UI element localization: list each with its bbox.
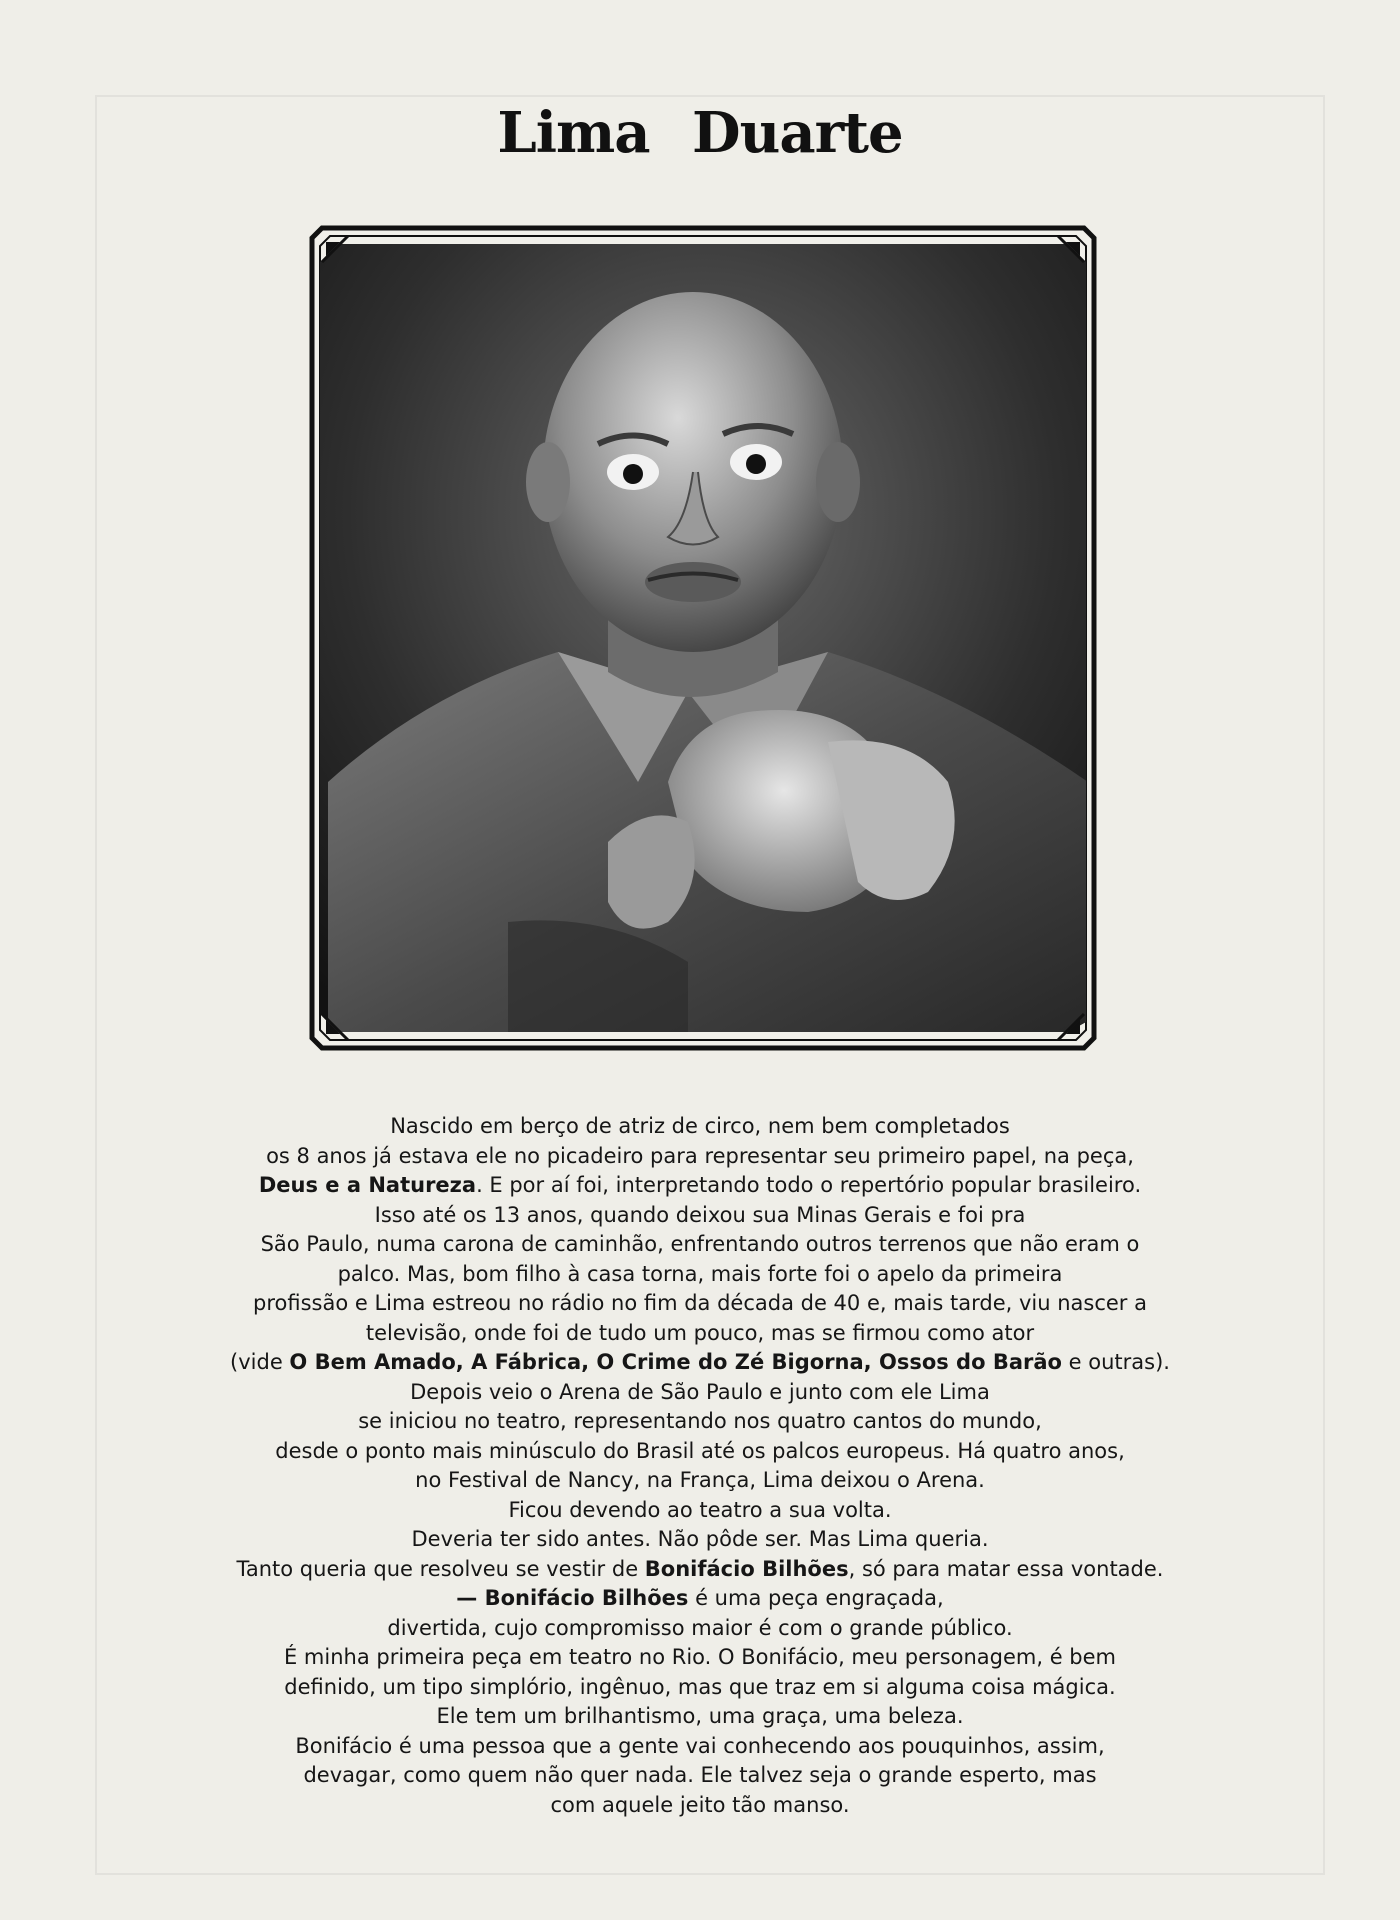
bio-line (140, 1142, 1260, 1172)
bio-emphasis: Bonifácio Bilhões (644, 1556, 849, 1581)
bio-line (140, 1614, 1260, 1644)
bio-text: , só para matar essa vontade. (848, 1556, 1164, 1581)
bio-line (140, 1378, 1260, 1408)
bio-line (140, 1260, 1260, 1290)
bio-text: definido, um tipo simplório, ingênuo, mas que traz em si alguma coisa mágica. (284, 1674, 1116, 1699)
bio-text: é uma peça engraçada, (688, 1586, 944, 1610)
bio-line (140, 1525, 1260, 1555)
bio-text: São Paulo, numa carona de caminhão, enfrentando outros terrenos que não eram o (260, 1232, 1140, 1256)
bio-text: Nascido em berço de atriz de circo, nem bem completados (390, 1114, 1010, 1138)
bio-line (140, 1555, 1260, 1585)
bio-text: Depois veio o Arena de São Paulo e junto com ele Lima (410, 1379, 990, 1404)
bio-emphasis: — Bonifácio Bilhões (456, 1586, 689, 1610)
portrait-frame (308, 222, 1098, 1052)
bio-line (140, 1466, 1260, 1496)
bio-text: palco. Mas, bom filho à casa torna, mais forte foi o apelo da primeira (337, 1261, 1063, 1286)
bio-line (140, 1437, 1260, 1467)
bio-line (140, 1673, 1260, 1703)
bio-text: (vide (230, 1350, 290, 1374)
bio-line (140, 1171, 1260, 1201)
bio-text: Ele tem um brilhantismo, uma graça, uma beleza. (436, 1704, 964, 1728)
bio-line (140, 1643, 1260, 1673)
bio-text: Bonifácio é uma pessoa que a gente vai conhecendo aos pouquinhos, assim, (295, 1733, 1105, 1758)
biography-text (140, 1112, 1260, 1820)
bio-text: devagar, como quem não quer nada. Ele talvez seja o grande esperto, mas (303, 1763, 1097, 1787)
bio-line (140, 1584, 1260, 1614)
bio-line (140, 1289, 1260, 1319)
bio-text: com aquele jeito tão manso. (550, 1792, 850, 1817)
page-title: Lima Duarte (497, 100, 903, 166)
bio-text: . E por aí foi, interpretando todo o repertório popular brasileiro. (476, 1173, 1142, 1197)
bio-text: televisão, onde foi de tudo um pouco, mas se firmou como ator (365, 1320, 1035, 1345)
bio-line (140, 1732, 1260, 1762)
bio-line (140, 1319, 1260, 1349)
bio-text: divertida, cujo compromisso maior é com o grande público. (387, 1615, 1013, 1640)
bio-line (140, 1348, 1260, 1378)
bio-text: desde o ponto mais minúsculo do Brasil até os palcos europeus. Há quatro anos, (275, 1438, 1125, 1463)
bio-line (140, 1791, 1260, 1821)
bio-line (140, 1112, 1260, 1142)
bio-emphasis: Deus e a Natureza (258, 1173, 477, 1197)
bio-text: Isso até os 13 anos, quando deixou sua Minas Gerais e foi pra (374, 1202, 1026, 1227)
bio-text: e outras). (1061, 1350, 1170, 1374)
bio-text: É minha primeira peça em teatro no Rio. O Bonifácio, meu personagem, é bem (283, 1645, 1117, 1669)
bio-text: profissão e Lima estreou no rádio no fim da década de 40 e, mais tarde, viu nascer a (253, 1291, 1147, 1315)
portrait-photo (308, 222, 1098, 1052)
bio-line (140, 1407, 1260, 1437)
bio-text: Tanto queria que resolveu se vestir de (236, 1556, 645, 1581)
bio-emphasis: O Bem Amado, A Fábrica, O Crime do Zé Bigorna, Ossos do Barão (289, 1350, 1062, 1374)
bio-text: os 8 anos já estava ele no picadeiro para representar seu primeiro papel, na peça, (266, 1143, 1134, 1168)
bio-line (140, 1496, 1260, 1526)
bio-line (140, 1702, 1260, 1732)
bio-line (140, 1761, 1260, 1791)
bio-text: no Festival de Nancy, na França, Lima deixou o Arena. (415, 1468, 985, 1492)
bio-text: se iniciou no teatro, representando nos quatro cantos do mundo, (358, 1409, 1042, 1433)
bio-line (140, 1201, 1260, 1231)
bio-text: Ficou devendo ao teatro a sua volta. (508, 1497, 892, 1522)
bio-text: Deveria ter sido antes. Não pôde ser. Mas Lima queria. (411, 1527, 989, 1551)
bio-line (140, 1230, 1260, 1260)
